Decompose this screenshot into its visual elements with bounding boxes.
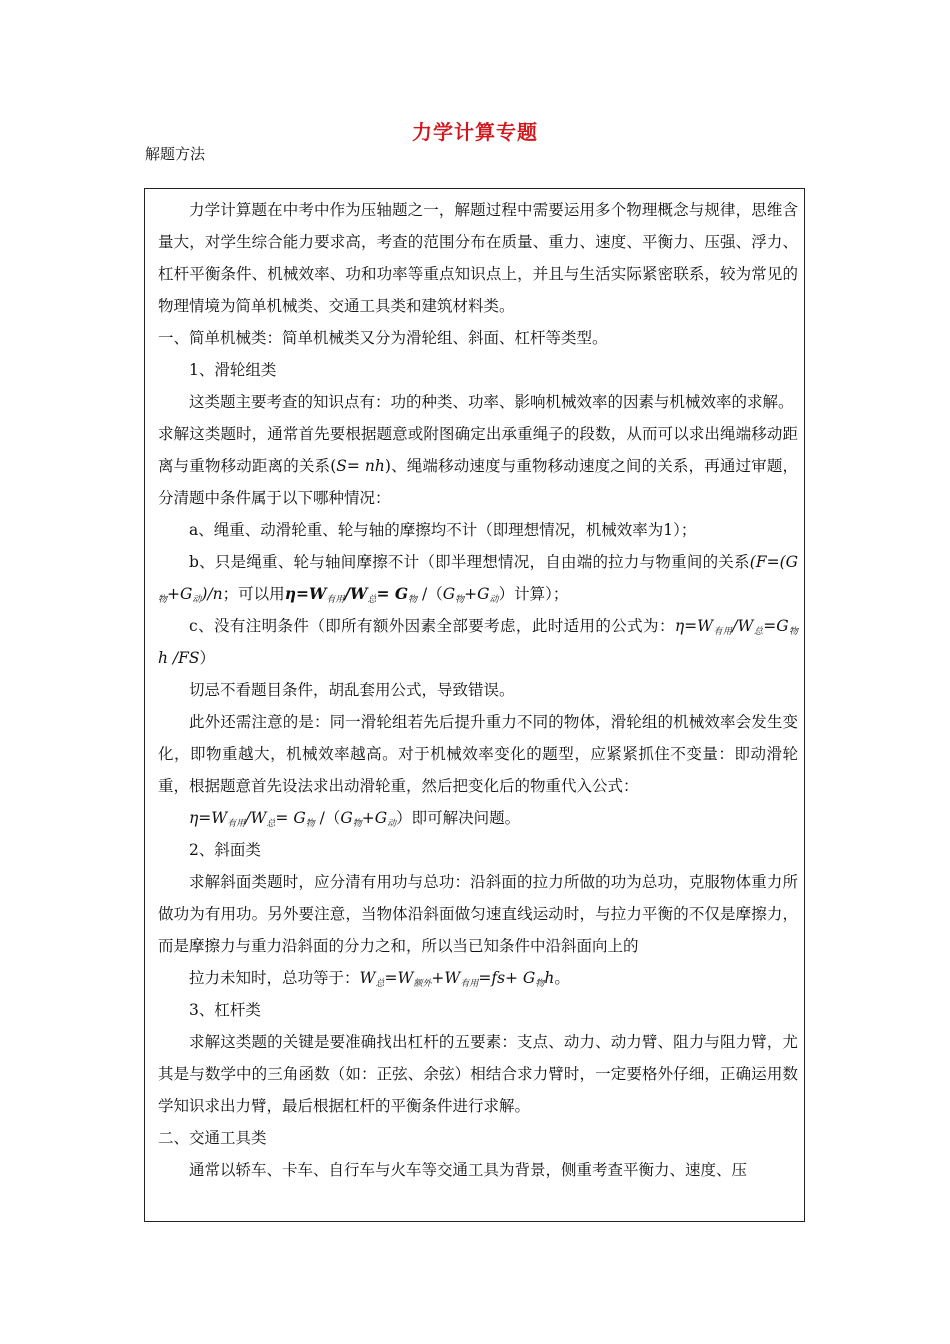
- transport-paragraph: 通常以轿车、卡车、自行车与火车等交通工具为背景，侧重考查平衡力、速度、压: [189, 1161, 748, 1179]
- subsection-heading-lever: 3、杠杆类: [189, 1001, 261, 1019]
- incline-formula: 拉力未知时，总功等于：$W_总=W_{额外}+W_{有用}=fs+ G_物h$。: [189, 969, 570, 989]
- case-c: c、没有注明条件（即所有额外因素全部要考虑，此时适用的公式为：$\eta=W_{有用}/W_总=G_物$ h /FS）: [158, 617, 798, 667]
- section-heading-2: 二、交通工具类: [158, 1129, 267, 1147]
- case-a: a、绳重、动滑轮重、轮与轴的摩擦均不计（即理想情况，机械效率为1）；: [189, 521, 697, 539]
- incline-paragraph: 求解斜面类题时，应分清有用功与总功：沿斜面的拉力所做的功为总功，克服物体重力所做功为有用功。另外要注意，当物体沿斜面做匀速直线运动时，与拉力平衡的不仅是摩擦力，而是摩擦力与重力沿斜面的分力之和，所以当已知条件中沿斜面向上的: [158, 873, 798, 955]
- warning-paragraph: 切忌不看题目条件，胡乱套用公式，导致错误。: [189, 681, 515, 699]
- section-heading-1: 一、简单机械类：简单机械类又分为滑轮组、斜面、杠杆等类型。: [158, 329, 608, 347]
- subsection-heading-pulley: 1、滑轮组类: [189, 361, 277, 379]
- section-subtitle: 解题方法: [145, 145, 206, 163]
- lever-paragraph: 求解这类题的关键是要准确找出杠杆的五要素：支点、动力、动力臂、阻力与阻力臂，尤其是与数学中的三角函数（如：正弦、余弦）相结合求力臂时，一定要格外仔细，正确运用数学知识求出力臂，最后根据杠杆的平衡条件进行求解。: [158, 1033, 798, 1115]
- efficiency-change-paragraph: 此外还需注意的是：同一滑轮组若先后提升重力不同的物体，滑轮组的机械效率会发生变化，即物重越大，机械效率越高。对于机械效率变化的题型，应紧紧抓住不变量：即动滑轮重，根据题意首先设法求出动滑轮重，然后把变化后的物重代入公式：: [158, 713, 798, 795]
- pulley-knowledge-paragraph: 这类题主要考查的知识点有：功的种类、功率、影响机械效率的因素与机械效率的求解。: [189, 393, 794, 411]
- intro-paragraph: 力学计算题在中考中作为压轴题之一，解题过程中需要运用多个物理概念与规律，思维含量大，对学生综合能力要求高，考查的范围分布在质量、重力、速度、平衡力、压强、浮力、杠杆平衡条件、机械效率、功和功率等重点知识点上，并且与生活实际紧密联系，较为常见的物理情境为简单机械类、交通工具类和建筑材料类。: [158, 201, 798, 315]
- page-title: 力学计算专题: [412, 120, 538, 144]
- subsection-heading-incline: 2、斜面类: [189, 841, 261, 859]
- case-b: b、只是绳重、轮与轴间摩擦不计（即半理想情况，自由端的拉力与物重间的关系($F=(G_物+G_动)/n$；可以用$\eta=W_{有用}/W_总= G_物$ $/(G_物+G_动)$计算）；: [158, 553, 798, 605]
- efficiency-formula: $\eta=W_{有用}/W_总= G_物$ $/(G_物+G_动)$即可解决问题。: [189, 809, 521, 829]
- content-body: [158, 194, 798, 1186]
- content-box: [144, 188, 805, 1222]
- pulley-method-paragraph: 求解这类题时，通常首先要根据题意或附图确定出承重绳子的段数，从而可以求出绳端移动距离与重物移动距离的关系(S= nh)、绳端移动速度与重物移动速度之间的关系，再通过审题，分清题中条件属于以下哪种情况：: [158, 425, 798, 507]
